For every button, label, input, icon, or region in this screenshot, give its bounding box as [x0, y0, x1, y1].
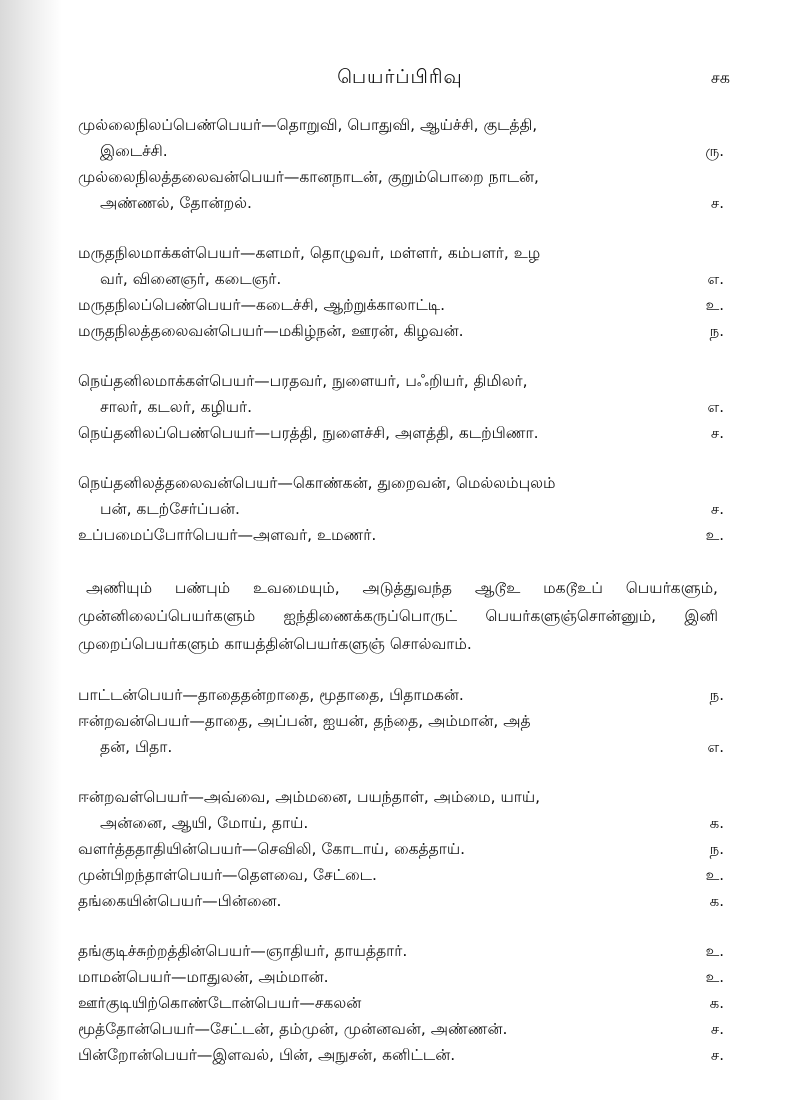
- entry-marutham-people: [78, 240, 724, 292]
- entry-father: [78, 708, 724, 760]
- entry-count: எ.: [707, 270, 724, 288]
- entry-text: மருதநிலத்தலைவன்பெயர்—மகிழ்நன், ஊரன், கிழவன்.: [78, 322, 464, 340]
- entry-text: உப்பமைப்போர்பெயர்—அளவர், உமணர்.: [78, 526, 377, 544]
- entry-text: ஈன்றவள்பெயர்—அவ்வை, அம்மனை, பயந்தாள், அம்மை, யாய்,: [78, 788, 541, 806]
- page-title: பெயர்ப்பிரிவு: [337, 66, 463, 88]
- entry-text: ஈன்றவன்பெயர்—தாதை, அப்பன், ஐயன், தந்தை, அம்மான், அத்: [78, 712, 531, 730]
- entry-elder-sister: [78, 862, 724, 888]
- entry-text: தங்குடிச்சுற்றத்தின்பெயர்—ஞாதியர், தாயத்தார்.: [78, 942, 408, 960]
- entry-count: உ.: [705, 526, 724, 544]
- entry-text: வளர்த்ததாதியின்பெயர்—செவிலி, கோடாய், கைத்தாய்.: [78, 840, 466, 858]
- entry-count: க.: [709, 814, 724, 832]
- entry-count: ச.: [710, 424, 724, 442]
- entry-continuation: சாலர், கடலர், கழியர்.: [100, 398, 253, 416]
- entry-text: நெய்தனிலப்பெண்பெயர்—பரத்தி, நுளைச்சி, அளத்தி, கடற்பிணா.: [78, 424, 539, 442]
- entry-text: தங்கையின்பெயர்—பின்னை.: [78, 892, 282, 910]
- entry-continuation: வர், வினைஞர், கடைஞர்.: [100, 270, 282, 288]
- entry-count: ந.: [709, 840, 724, 858]
- transition-paragraph: அணியும் பண்பும் உவமையும், அடுத்துவந்த ஆடூஉ மகடூஉப் பெயர்களும், முன்னிலைப்பெயர்களும் ஐந்திணைக்கருப்பொருட் பெயர்களுஞ்சொன்னும், இனி முறைப்பெயர்களும் காயத்தின்பெயர்களுஞ் சொல்வாம்.: [78, 579, 718, 653]
- entry-count: ச.: [710, 1046, 724, 1064]
- entry-continuation: அண்ணல், தோன்றல்.: [100, 194, 252, 212]
- page-number: சக: [710, 68, 730, 87]
- entry-younger-brother: [78, 1042, 724, 1068]
- entry-count: எ.: [707, 398, 724, 416]
- entry-text: மாமன்பெயர்—மாதுலன், அம்மான்.: [78, 968, 329, 986]
- entry-text: மருதநிலமாக்கள்பெயர்—களமர், தொழுவர், மள்ளர், கம்பளர், உழ: [78, 244, 541, 262]
- entry-continuation: அன்னை, ஆயி, மோய், தாய்.: [100, 814, 309, 832]
- entry-elder-brother: [78, 1016, 724, 1042]
- entry-count: ச.: [710, 500, 724, 518]
- entry-count: க.: [709, 892, 724, 910]
- entry-continuation: பன், கடற்சேர்ப்பன்.: [100, 500, 240, 518]
- entry-marutham-chief: [78, 318, 724, 344]
- entry-text: மூத்தோன்பெயர்—சேட்டன், தம்முன், முன்னவன், அண்ணன்.: [78, 1020, 508, 1038]
- entry-count: ச.: [710, 194, 724, 212]
- entry-mullai-women: [78, 112, 724, 164]
- entry-text: நெய்தனிலத்தலைவன்பெயர்—கொண்கன், துறைவன், மெல்லம்புலம்: [78, 474, 556, 492]
- entry-text: பாட்டன்பெயர்—தாதைதன்றாதை, மூதாதை, பிதாமகன்.: [78, 686, 464, 704]
- entry-marutham-women: [78, 292, 724, 318]
- entry-neithal-women: [78, 420, 724, 446]
- entry-count: ந.: [709, 686, 724, 704]
- entry-count: ச.: [710, 1020, 724, 1038]
- entry-neithal-chief: [78, 470, 724, 522]
- entry-count: ரு.: [705, 142, 724, 160]
- entry-count: ந.: [709, 322, 724, 340]
- entry-neithal-people: [78, 368, 724, 420]
- entry-maternal-uncle: [78, 964, 724, 990]
- entry-younger-sister: [78, 888, 724, 914]
- entry-grandfather: [78, 682, 724, 708]
- entry-text: முல்லைநிலத்தலைவன்பெயர்—கானநாடன், குறும்பொறை நாடன்,: [78, 168, 539, 186]
- entry-count: உ.: [705, 968, 724, 986]
- entry-continuation: தன், பிதா.: [100, 738, 173, 756]
- entry-count: உ.: [705, 942, 724, 960]
- entry-text: முன்பிறந்தாள்பெயர்—தௌவை, சேட்டை.: [78, 866, 377, 884]
- entry-count: க.: [709, 994, 724, 1012]
- entry-text: பின்றோன்பெயர்—இளவல், பின், அநுசன், கனிட்டன்.: [78, 1046, 456, 1064]
- entry-text: ஊர்குடியிற்கொண்டோன்பெயர்—சகலன்: [78, 994, 362, 1012]
- page-content: [78, 112, 724, 1068]
- entry-text: நெய்தனிலமாக்கள்பெயர்—பரதவர், நுளையர், பஃறியர், திமிலர்,: [78, 372, 528, 390]
- entry-foster-mother: [78, 836, 724, 862]
- entry-count: எ.: [707, 738, 724, 756]
- entry-mother: [78, 784, 724, 836]
- entry-brother-in-law: [78, 990, 724, 1016]
- entry-text: மருதநிலப்பெண்பெயர்—கடைச்சி, ஆற்றுக்காலாட்டி.: [78, 296, 446, 314]
- entry-text: முல்லைநிலப்பெண்பெயர்—தொறுவி, பொதுவி, ஆய்ச்சி, குடத்தி,: [78, 116, 538, 134]
- entry-salt-makers: [78, 522, 724, 548]
- entry-continuation: இடைச்சி.: [100, 142, 168, 160]
- entry-count: உ.: [705, 866, 724, 884]
- entry-count: உ.: [705, 296, 724, 314]
- entry-kin: [78, 938, 724, 964]
- entry-mullai-chief: [78, 164, 724, 216]
